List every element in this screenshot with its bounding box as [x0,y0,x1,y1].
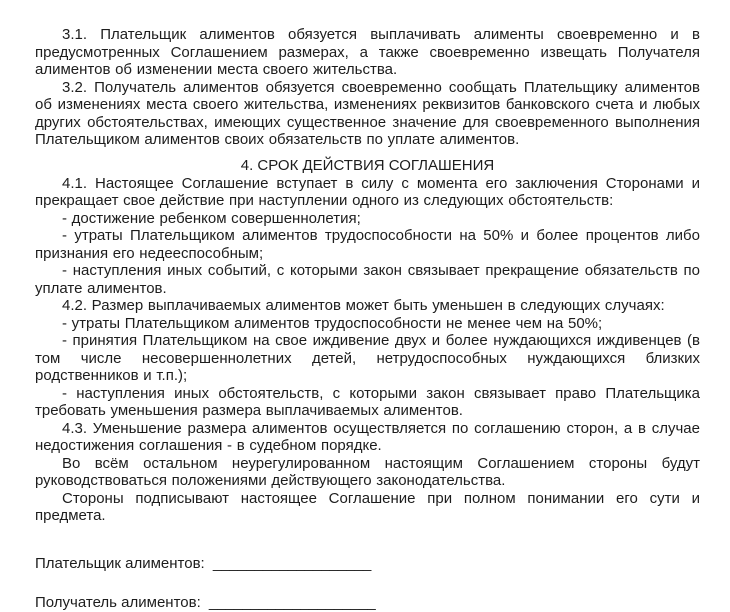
signature-row-recipient [35,594,700,612]
clause-4-3: 4.3. Уменьшение размера алиментов осуществляется по соглашению сторон, а в случае недостижения соглашения - в судебном порядке. [35,419,700,454]
clause-4-2-item-3: - наступления иных обстоятельств, с которыми закон связывает право Плательщика требовать уменьшения размера выплачиваемых алиментов. [35,384,700,419]
clause-4-2-item-1: - утраты Плательщиком алиментов трудоспособности не менее чем на 50%; [62,314,603,332]
clause-4-1-item-3: - наступления иных событий, с которыми закон связывает прекращение обязательств по уплате алиментов. [35,262,700,297]
clause-4-1: 4.1. Настоящее Соглашение вступает в силу с момента его заключения Сторонами и прекращает свое действие при наступлении одного из следующих обстоятельств: [35,174,700,209]
clause-3-1: 3.1. Плательщик алиментов обязуется выплачивать алименты своевременно и в предусмотренных Соглашением размерах, а также своевременно извещать Получателя алиментов об изменении места своего жительства. [35,26,700,78]
clause-4-2-item-2: - принятия Плательщиком на свое иждивение двух и более нуждающихся иждивенцев (в том числе несовершеннолетних детей, нетрудоспособных нуждающихся близких родственников и т.п.); [35,332,700,384]
signature-line-payer: ___________________ [212,554,372,572]
signature-label-recipient: Получатель алиментов: [35,593,201,611]
signature-block [35,555,700,612]
signature-line-recipient: ____________________ [208,593,376,611]
section-4-heading: 4. СРОК ДЕЙСТВИЯ СОГЛАШЕНИЯ [240,156,495,174]
signature-label-payer: Плательщик алиментов: [35,554,205,572]
clause-4-2: 4.2. Размер выплачиваемых алиментов может быть уменьшен в следующих случаях: [62,297,665,314]
closing-paragraph-2: Стороны подписывают настоящее Соглашение при полном понимании его сути и предмета. [35,489,700,524]
clause-4-1-item-2: - утраты Плательщиком алиментов трудоспособности на 50% и более процентов либо признания его недееспособным; [35,227,700,262]
closing-paragraph-1: Во всём остальном неурегулированном настоящим Соглашением стороны будут руководствоваться положениями действующего законодательства. [35,454,700,489]
clause-4-1-item-1: - достижение ребенком совершеннолетия; [62,209,361,227]
signature-row-payer [35,555,700,573]
clause-3-2: 3.2. Получатель алиментов обязуется своевременно сообщать Плательщику алиментов об изменениях места своего жительства, изменениях реквизитов банковского счета и любых других обстоятельствах, имеющих существенное значение для своевременного выполнения Плательщиком алиментов своих обязательств по уплате алиментов. [35,78,700,148]
